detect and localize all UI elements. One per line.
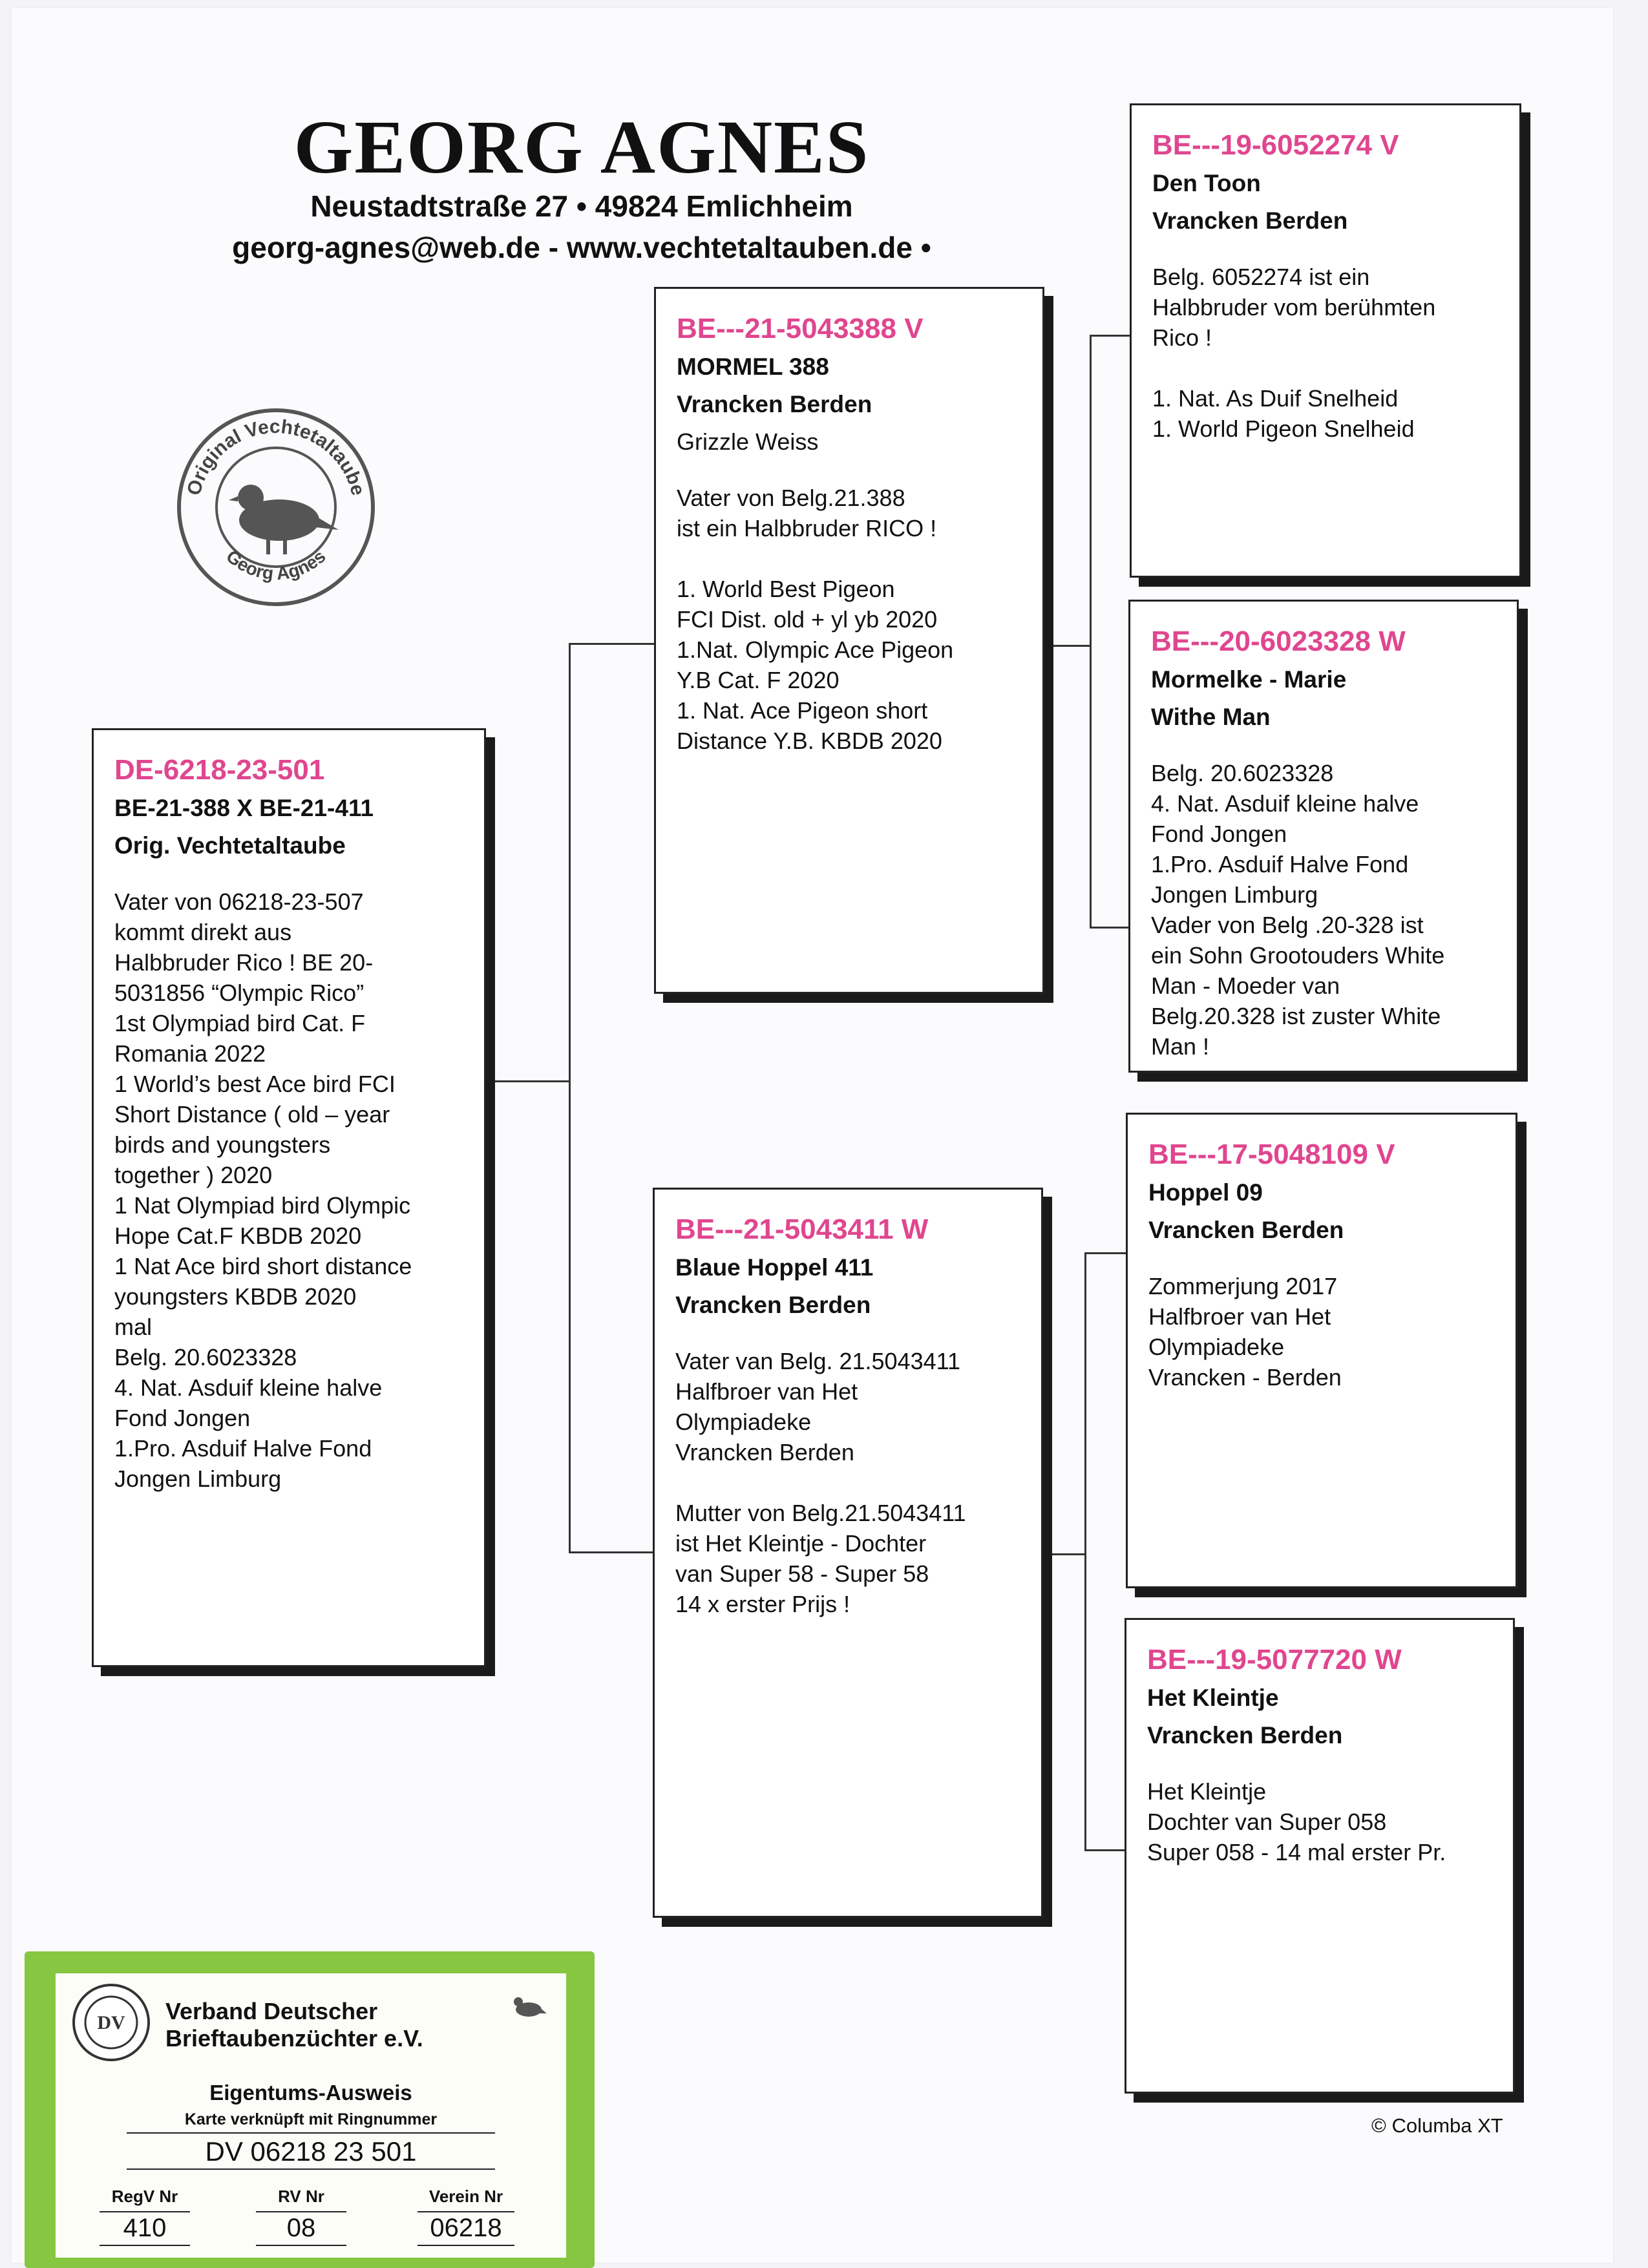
stamp-bottom-text: Georg Agnes	[222, 545, 330, 584]
pigeon-card-ff	[1130, 103, 1521, 578]
org-name	[165, 1998, 423, 2052]
svg-text:Georg Agnes	[222, 546, 330, 583]
svg-text:DV: DV	[97, 2012, 125, 2033]
pigeon-breeder: Vrancken Berden	[677, 391, 872, 417]
connector-father	[1044, 645, 1091, 647]
regv-value: 410	[123, 2214, 167, 2242]
pigeon-breeder: Withe Man	[1151, 704, 1271, 730]
org-name-line1: Verband Deutscher	[165, 1998, 378, 2024]
org-name-line2: Brieftaubenzüchter e.V.	[165, 2025, 423, 2052]
pigeon-name: Hoppel 09	[1148, 1179, 1263, 1206]
pigeon-name: Den Toon	[1152, 170, 1261, 196]
pigeon-strain: Orig. Vechtetaltaube	[114, 832, 346, 859]
connector-to-fm	[1090, 927, 1130, 929]
connector-father-vertical	[1090, 335, 1092, 928]
pigeon-card-mf	[1126, 1113, 1517, 1588]
verein-label: Verein Nr	[428, 2187, 503, 2206]
breeder-address: Neustadtstraße 27 • 49824 Emlichheim	[310, 189, 853, 223]
ring-number: DE-6218-23-501	[114, 754, 325, 786]
connector-to-mother	[569, 1551, 655, 1553]
card-subtitle: Karte verknüpft mit Ringnummer	[184, 2110, 438, 2128]
pigeon-name: MORMEL 388	[677, 353, 829, 380]
pigeon-breeder: Vrancken Berden	[1148, 1217, 1344, 1243]
pigeon-parents: BE-21-388 X BE-21-411	[114, 795, 374, 821]
connector-main-vertical	[569, 643, 571, 1553]
connector-mother-vertical	[1084, 1252, 1086, 1851]
pigeon-icon	[508, 1990, 547, 2022]
ownership-card	[25, 1951, 595, 2268]
connector-to-ff	[1090, 335, 1131, 337]
pigeon-color: Grizzle Weiss	[677, 428, 819, 455]
pigeon-name: Blaue Hoppel 411	[675, 1254, 874, 1281]
pigeon-description: Belg. 20.6023328 4. Nat. Asduif kleine halve Fond Jongen 1.Pro. Asduif Halve Fond Jongen Limburg Vader von Belg .20-328 ist ein Sohn Grootouders White Man - Moeder van Belg.20.328 ist zuster White Man !	[1151, 760, 1445, 1060]
connector-to-mf	[1084, 1252, 1127, 1254]
pigeon-card-mother	[653, 1188, 1043, 1918]
pigeon-card-father	[654, 287, 1044, 994]
pigeon-name: Mormelke - Marie	[1151, 666, 1347, 693]
svg-text:Original Vechtetaltaube	[183, 416, 368, 498]
pigeon-card-main	[92, 728, 486, 1667]
connector-mother	[1043, 1553, 1086, 1555]
pigeon-description: Het Kleintje Dochter van Super 058 Super 058 - 14 mal erster Pr.	[1147, 1778, 1446, 1865]
rv-label: RV Nr	[278, 2187, 324, 2206]
connector-main	[491, 1080, 570, 1082]
stamp-top-text: Original Vechtetaltaube	[183, 415, 369, 498]
pigeon-description: Vater von 06218-23-507 kommt direkt aus Halbbruder Rico ! BE 20- 5031856 “Olympic Rico” 1st Olympiad bird Cat. F Romania 2022 1 World’s best Ace bird FCI Short Distance ( old – year birds and youngsters together ) 2020 1 Nat Olympiad bird Olympic Hope Cat.F KBDB 2020 1 Nat Ace bird short distance youngsters KBDB 2020 mal Belg. 20.6023328 4. Nat. Asduif kleine halve Fond Jongen 1.Pro. Asduif Halve Fond Jongen Limburg	[114, 888, 412, 1492]
breeder-stamp	[169, 401, 383, 614]
verein-value: 06218	[430, 2214, 502, 2242]
pigeon-breeder: Vrancken Berden	[675, 1292, 871, 1318]
vdb-logo-icon	[71, 1982, 151, 2063]
pigeon-breeder: Vrancken Berden	[1152, 207, 1348, 234]
pigeon-description: Zommerjung 2017 Halfbroer van Het Olympiadeke Vrancken - Berden	[1148, 1273, 1342, 1391]
breeder-contact: georg-agnes@web.de - www.vechtetaltauben.de •	[232, 231, 931, 264]
pigeon-card-mm	[1125, 1618, 1515, 2094]
copyright: © Columba XT	[1371, 2114, 1503, 2137]
ring-number: BE---21-5043411 W	[675, 1213, 929, 1245]
connector-to-mm	[1084, 1849, 1126, 1851]
pigeon-name: Het Kleintje	[1147, 1685, 1279, 1711]
card-ring-number: DV 06218 23 501	[205, 2136, 417, 2167]
card-title: Eigentums-Ausweis	[209, 2081, 412, 2105]
ring-number: BE---19-6052274 V	[1152, 129, 1399, 161]
ownership-card-body	[56, 1973, 566, 2258]
rv-value: 08	[286, 2214, 316, 2242]
pigeon-breeder: Vrancken Berden	[1147, 1722, 1343, 1748]
connector-to-father	[569, 643, 655, 645]
ring-number: BE---19-5077720 W	[1147, 1644, 1402, 1675]
pigeon-card-fm	[1128, 600, 1519, 1073]
regv-label: RegV Nr	[111, 2187, 178, 2206]
breeder-name: GEORG AGNES	[293, 105, 870, 189]
ring-number: BE---21-5043388 V	[677, 313, 924, 344]
ring-number: BE---17-5048109 V	[1148, 1139, 1395, 1170]
pigeon-description: Vater van Belg. 21.5043411 Halfbroer van Het Olympiadeke Vrancken Berden Mutter von Belg.21.5043411 ist Het Kleintje - Dochter van Super 58 - Super 58 14 x erster Prijs !	[675, 1348, 966, 1617]
pigeon-description: Belg. 6052274 ist ein Halbbruder vom berühmten Rico ! 1. Nat. As Duif Snelheid 1. World Pigeon Snelheid	[1152, 264, 1436, 442]
ring-number: BE---20-6023328 W	[1151, 625, 1406, 657]
pigeon-description: Vater von Belg.21.388 ist ein Halbbruder RICO ! 1. World Best Pigeon FCI Dist. old + yl yb 2020 1.Nat. Olympic Ace Pigeon Y.B Cat. F 2020 1. Nat. Ace Pigeon short Distance Y.B. KBDB 2020	[677, 485, 954, 754]
